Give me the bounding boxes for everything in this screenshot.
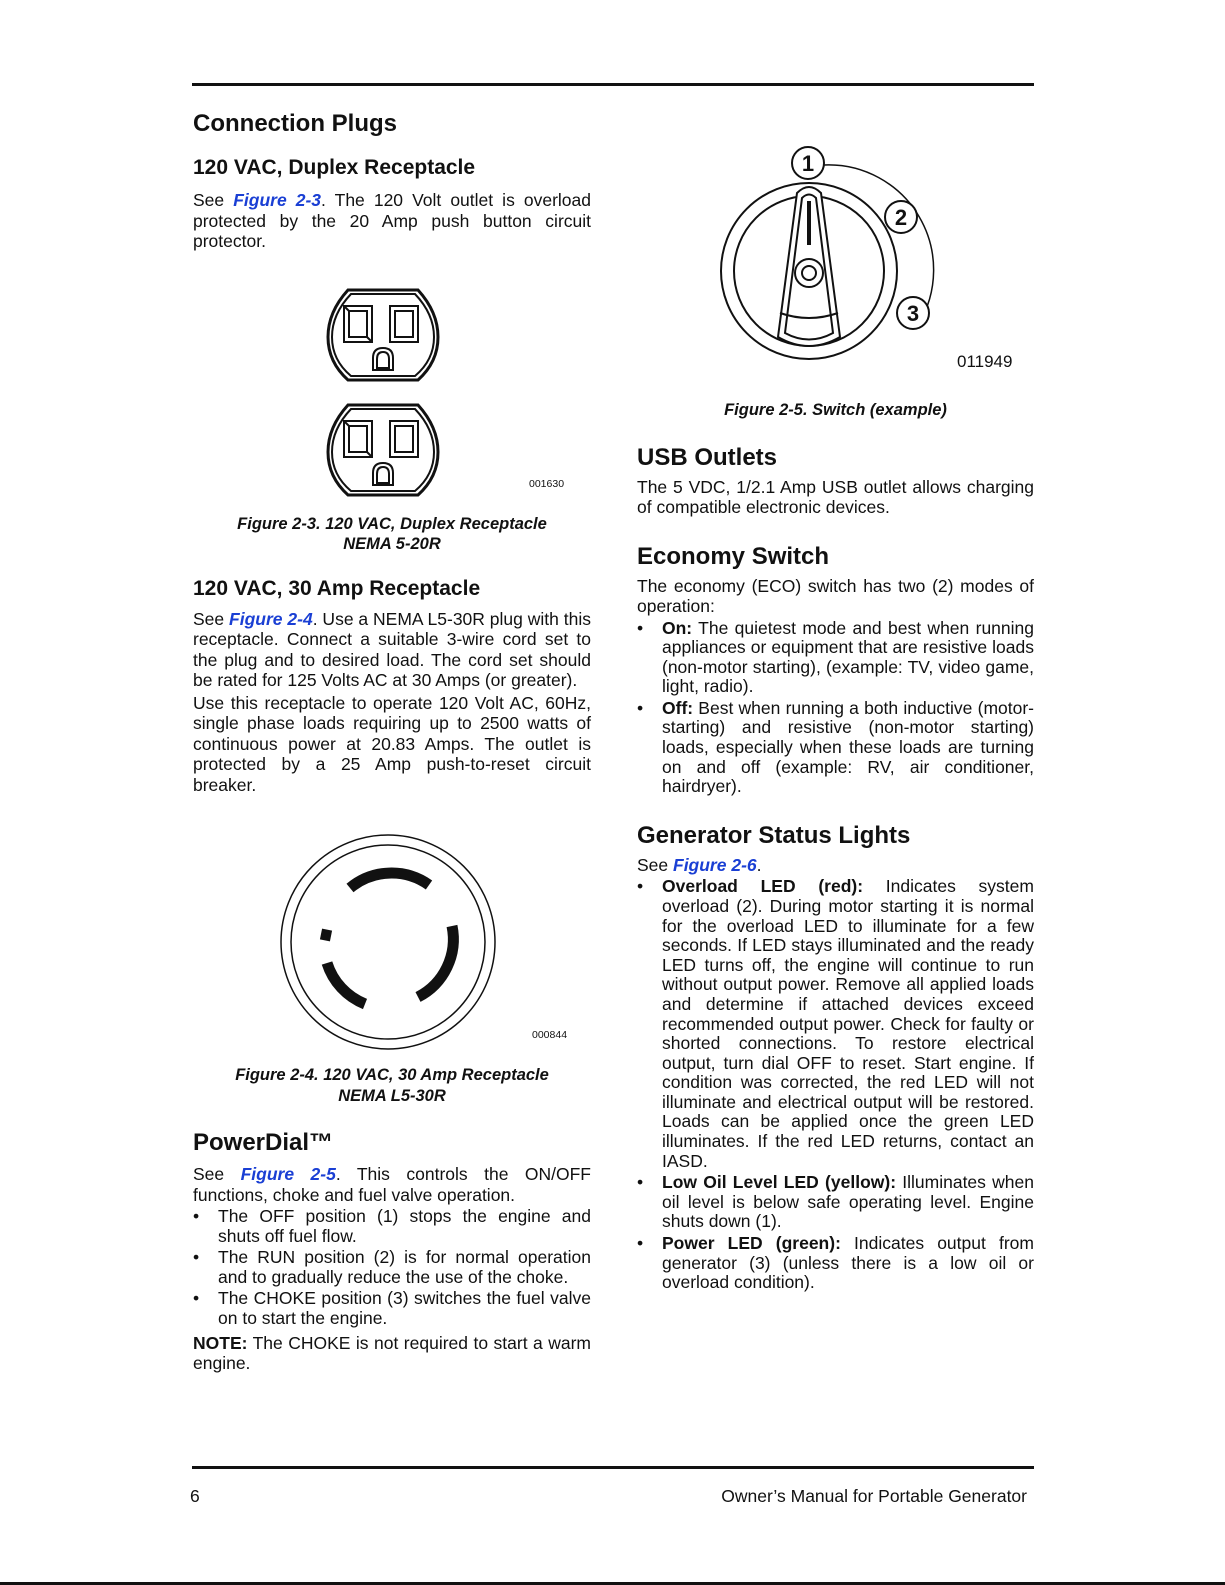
- figure-code: 001630: [529, 477, 565, 490]
- footer-rule: [192, 1466, 1034, 1469]
- list-item: • Low Oil Level LED (yellow): Illuminates when oil level is below safe operating level. Engine shuts down (1).: [637, 1173, 1034, 1232]
- right-column: [637, 100, 1034, 1293]
- switch-drawing: [637, 145, 1034, 425]
- list-item: • The CHOKE position (3) switches the fuel valve on to start the engine.: [193, 1289, 591, 1328]
- figure-code: 000844: [532, 1029, 568, 1041]
- list-item: • Overload LED (red): Indicates system overload (2). During motor starting it is normal for the overload LED to illuminate for a few seconds. If LED stays illuminated and the ready LED turns off, the engine will continue to run without output power. Remove all applied loads and determine if attached devices exceed recommended output power. Check for faulty or shorted connections. To restore electrical output, turn dial OFF to reset. Start engine. If condition was corrected, the red LED will not illuminate and electrical output will be restored. Loads can be applied once the green LED illuminates. If the red LED returns, contact an IASD.: [637, 877, 1034, 1171]
- section-title: Connection Plugs: [193, 110, 397, 137]
- list-item: • On: The quietest mode and best when running appliances or equipment that are resistive loads (non-motor starting), (example: TV, video game, light, radio).: [637, 619, 1034, 697]
- figure-code: 011949: [957, 352, 1013, 371]
- top-rule: [192, 83, 1034, 86]
- figure-2-6-link[interactable]: Figure 2-6: [673, 854, 757, 875]
- figure-2-5-link[interactable]: Figure 2-5: [240, 1164, 336, 1184]
- duplex-text: See Figure 2-3. The 120 Volt outlet is overload protected by the 20 Amp push button circuit protector.: [193, 190, 592, 251]
- twistlock-receptacle-drawing: [193, 833, 591, 1053]
- left-column: [193, 100, 591, 1374]
- list-item: • Off: Best when running a both inductive (motor-starting) and resistive (non-motor starting) loads, especially when these loads are turning on and off (example: RV, air conditioner, hairdryer).: [637, 699, 1034, 797]
- receptacle30-text-2: Use this receptacle to operate 120 Volt AC, 60Hz, single phase loads requiring up to 2500 watts of continuous power at 20.83 Amps. The outlet is protected by a 25 Amp push-to-reset circuit breaker.: [193, 692, 591, 795]
- receptacle30-heading: 120 VAC, 30 Amp Receptacle: [193, 576, 481, 600]
- powerdial-note: NOTE: The CHOKE is not required to start a warm engine.: [193, 1332, 591, 1374]
- list-item: • Power LED (green): Indicates output from generator (3) (unless there is a low oil or overload condition).: [637, 1234, 1034, 1293]
- status-bullets: [637, 877, 1034, 1292]
- figure-2-4-link[interactable]: Figure 2-4: [229, 608, 313, 629]
- status-text: See Figure 2-6.: [637, 854, 762, 875]
- powerdial-heading: PowerDial™: [193, 1129, 334, 1156]
- usb-text: The 5 VDC, 1/2.1 Amp USB outlet allows charging of compatible electronic devices.: [637, 476, 1034, 517]
- figure-2-3-caption: Figure 2-3. 120 VAC, Duplex Receptacle NEMA 5-20R: [237, 514, 547, 553]
- economy-bullets: [637, 619, 1034, 797]
- powerdial-text: See Figure 2-5. This controls the ON/OFF functions, choke and fuel valve operation.: [193, 1164, 592, 1205]
- manual-title: Owner’s Manual for Portable Generator: [721, 1486, 1027, 1506]
- duplex-receptacle-figure: [193, 282, 591, 502]
- figure-2-3-link[interactable]: Figure 2-3: [233, 190, 322, 210]
- usb-heading: USB Outlets: [637, 443, 778, 471]
- receptacle30-text-1: See Figure 2-4. Use a NEMA L5-30R plug with this receptacle. Connect a suitable 3-wire cord set to the plug and to desired load. The cord set should be rated for 125 Volts AC at 30 Amps (or greater).: [193, 608, 592, 690]
- figure-2-4-caption: Figure 2-4. 120 VAC, 30 Amp Receptacle NEMA L5-30R: [235, 1066, 549, 1105]
- callout-2: 2: [894, 205, 908, 230]
- callout-3: 3: [906, 301, 920, 326]
- economy-heading: Economy Switch: [637, 542, 830, 570]
- list-item: • The OFF position (1) stops the engine and shuts off fuel flow.: [193, 1207, 591, 1246]
- list-item: • The RUN position (2) is for normal operation and to gradually reduce the use of the choke.: [193, 1248, 591, 1287]
- page-number: 6: [190, 1486, 200, 1506]
- powerdial-bullets: [193, 1207, 591, 1329]
- twistlock-receptacle-figure: [193, 833, 591, 1053]
- economy-text: The economy (ECO) switch has two (2) modes of operation:: [637, 575, 1034, 616]
- duplex-receptacle-drawing: [193, 282, 591, 502]
- duplex-heading: 120 VAC, Duplex Receptacle: [193, 156, 476, 179]
- callout-1: 1: [801, 151, 815, 176]
- switch-figure: [637, 145, 1034, 425]
- status-heading: Generator Status Lights: [637, 821, 911, 849]
- figure-2-5-caption: Figure 2-5. Switch (example): [724, 401, 947, 419]
